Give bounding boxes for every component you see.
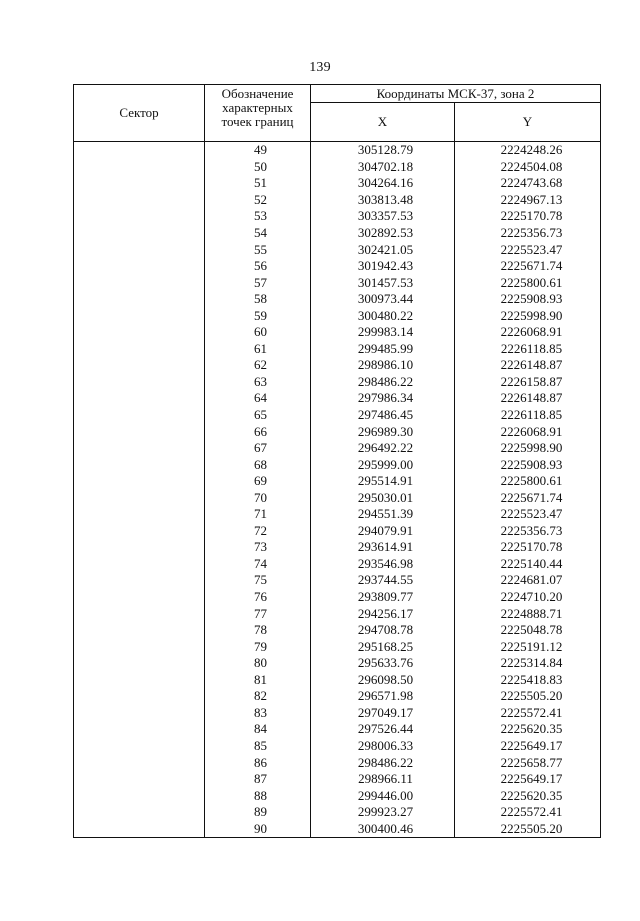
header-point-line3: точек границ xyxy=(221,114,294,129)
y-coordinate-cell: 2225649.17 xyxy=(455,738,601,755)
sector-cell xyxy=(74,572,205,589)
table-row xyxy=(74,192,601,209)
x-coordinate-cell: 298966.11 xyxy=(311,771,455,788)
point-cell: 67 xyxy=(205,440,311,457)
sector-cell xyxy=(74,225,205,242)
x-coordinate-cell: 295633.76 xyxy=(311,655,455,672)
x-coordinate-cell: 301457.53 xyxy=(311,274,455,291)
point-cell: 57 xyxy=(205,274,311,291)
table-row xyxy=(74,142,601,159)
table-row xyxy=(74,274,601,291)
point-cell: 54 xyxy=(205,225,311,242)
point-cell: 87 xyxy=(205,771,311,788)
point-cell: 61 xyxy=(205,341,311,358)
y-coordinate-cell: 2225140.44 xyxy=(455,556,601,573)
sector-cell xyxy=(74,324,205,341)
x-coordinate-cell: 294551.39 xyxy=(311,506,455,523)
sector-cell xyxy=(74,357,205,374)
y-coordinate-cell: 2224504.08 xyxy=(455,159,601,176)
table-row xyxy=(74,638,601,655)
sector-cell xyxy=(74,159,205,176)
x-coordinate-cell: 298486.22 xyxy=(311,754,455,771)
point-cell: 90 xyxy=(205,820,311,837)
table-row xyxy=(74,456,601,473)
y-coordinate-cell: 2225523.47 xyxy=(455,506,601,523)
x-coordinate-cell: 296492.22 xyxy=(311,440,455,457)
x-coordinate-cell: 302892.53 xyxy=(311,225,455,242)
sector-cell xyxy=(74,672,205,689)
x-coordinate-cell: 297986.34 xyxy=(311,390,455,407)
y-coordinate-cell: 2224710.20 xyxy=(455,589,601,606)
table-row xyxy=(74,473,601,490)
table-header xyxy=(74,85,601,142)
x-coordinate-cell: 293614.91 xyxy=(311,539,455,556)
table-row xyxy=(74,820,601,837)
sector-cell xyxy=(74,721,205,738)
y-coordinate-cell: 2225505.20 xyxy=(455,688,601,705)
header-coordinates: Координаты МСК-37, зона 2 xyxy=(311,85,601,103)
y-coordinate-cell: 2225908.93 xyxy=(455,456,601,473)
table-row xyxy=(74,655,601,672)
point-cell: 78 xyxy=(205,622,311,639)
y-coordinate-cell: 2225658.77 xyxy=(455,754,601,771)
sector-cell xyxy=(74,738,205,755)
point-cell: 82 xyxy=(205,688,311,705)
sector-cell xyxy=(74,374,205,391)
x-coordinate-cell: 304264.16 xyxy=(311,175,455,192)
x-coordinate-cell: 295030.01 xyxy=(311,489,455,506)
sector-cell xyxy=(74,175,205,192)
y-coordinate-cell: 2225800.61 xyxy=(455,473,601,490)
point-cell: 52 xyxy=(205,192,311,209)
x-coordinate-cell: 296571.98 xyxy=(311,688,455,705)
x-coordinate-cell: 293744.55 xyxy=(311,572,455,589)
point-cell: 65 xyxy=(205,407,311,424)
point-cell: 50 xyxy=(205,159,311,176)
table-row xyxy=(74,506,601,523)
point-cell: 68 xyxy=(205,456,311,473)
sector-cell xyxy=(74,142,205,159)
y-coordinate-cell: 2225620.35 xyxy=(455,721,601,738)
table-row xyxy=(74,787,601,804)
point-cell: 72 xyxy=(205,523,311,540)
y-coordinate-cell: 2225191.12 xyxy=(455,638,601,655)
point-cell: 62 xyxy=(205,357,311,374)
y-coordinate-cell: 2224743.68 xyxy=(455,175,601,192)
table-row xyxy=(74,307,601,324)
table-row xyxy=(74,754,601,771)
sector-cell xyxy=(74,241,205,258)
x-coordinate-cell: 299446.00 xyxy=(311,787,455,804)
y-coordinate-cell: 2226118.85 xyxy=(455,341,601,358)
sector-cell xyxy=(74,307,205,324)
table-row xyxy=(74,208,601,225)
y-coordinate-cell: 2224248.26 xyxy=(455,142,601,159)
table-row xyxy=(74,804,601,821)
point-cell: 76 xyxy=(205,589,311,606)
x-coordinate-cell: 293546.98 xyxy=(311,556,455,573)
table-row xyxy=(74,175,601,192)
table-row xyxy=(74,258,601,275)
table-row xyxy=(74,605,601,622)
x-coordinate-cell: 302421.05 xyxy=(311,241,455,258)
header-point-designation xyxy=(205,85,311,142)
x-coordinate-cell: 296989.30 xyxy=(311,423,455,440)
x-coordinate-cell: 293809.77 xyxy=(311,589,455,606)
x-coordinate-cell: 297486.45 xyxy=(311,407,455,424)
y-coordinate-cell: 2225908.93 xyxy=(455,291,601,308)
point-cell: 66 xyxy=(205,423,311,440)
sector-cell xyxy=(74,456,205,473)
x-coordinate-cell: 299983.14 xyxy=(311,324,455,341)
table-row xyxy=(74,423,601,440)
y-coordinate-cell: 2225048.78 xyxy=(455,622,601,639)
x-coordinate-cell: 296098.50 xyxy=(311,672,455,689)
point-cell: 56 xyxy=(205,258,311,275)
table-row xyxy=(74,489,601,506)
y-coordinate-cell: 2225356.73 xyxy=(455,523,601,540)
y-coordinate-cell: 2225356.73 xyxy=(455,225,601,242)
x-coordinate-cell: 298006.33 xyxy=(311,738,455,755)
x-coordinate-cell: 295999.00 xyxy=(311,456,455,473)
table-row xyxy=(74,407,601,424)
sector-cell xyxy=(74,605,205,622)
point-cell: 85 xyxy=(205,738,311,755)
x-coordinate-cell: 298986.10 xyxy=(311,357,455,374)
page-number: 139 xyxy=(309,60,331,75)
x-coordinate-cell: 298486.22 xyxy=(311,374,455,391)
table-row xyxy=(74,225,601,242)
x-coordinate-cell: 295514.91 xyxy=(311,473,455,490)
table-row xyxy=(74,291,601,308)
table-row xyxy=(74,374,601,391)
sector-cell xyxy=(74,258,205,275)
y-coordinate-cell: 2226158.87 xyxy=(455,374,601,391)
table-row xyxy=(74,241,601,258)
sector-cell xyxy=(74,423,205,440)
x-coordinate-cell: 300480.22 xyxy=(311,307,455,324)
point-cell: 49 xyxy=(205,142,311,159)
y-coordinate-cell: 2225523.47 xyxy=(455,241,601,258)
y-coordinate-cell: 2224967.13 xyxy=(455,192,601,209)
table-row xyxy=(74,705,601,722)
sector-cell xyxy=(74,655,205,672)
x-coordinate-cell: 300973.44 xyxy=(311,291,455,308)
y-coordinate-cell: 2224681.07 xyxy=(455,572,601,589)
y-coordinate-cell: 2226148.87 xyxy=(455,357,601,374)
x-coordinate-cell: 294708.78 xyxy=(311,622,455,639)
x-coordinate-cell: 304702.18 xyxy=(311,159,455,176)
coordinates-table xyxy=(73,84,601,838)
sector-cell xyxy=(74,638,205,655)
sector-cell xyxy=(74,539,205,556)
header-point-line1: Обозначение xyxy=(221,86,294,101)
y-coordinate-cell: 2225671.74 xyxy=(455,489,601,506)
point-cell: 74 xyxy=(205,556,311,573)
y-coordinate-cell: 2225998.90 xyxy=(455,307,601,324)
table-row xyxy=(74,341,601,358)
table-row xyxy=(74,357,601,374)
sector-cell xyxy=(74,787,205,804)
point-cell: 73 xyxy=(205,539,311,556)
x-coordinate-cell: 294079.91 xyxy=(311,523,455,540)
sector-cell xyxy=(74,754,205,771)
table-row xyxy=(74,672,601,689)
sector-cell xyxy=(74,390,205,407)
point-cell: 58 xyxy=(205,291,311,308)
table-row xyxy=(74,523,601,540)
header-y: Y xyxy=(455,103,601,142)
sector-cell xyxy=(74,622,205,639)
point-cell: 84 xyxy=(205,721,311,738)
x-coordinate-cell: 299485.99 xyxy=(311,341,455,358)
point-cell: 53 xyxy=(205,208,311,225)
sector-cell xyxy=(74,506,205,523)
point-cell: 89 xyxy=(205,804,311,821)
sector-cell xyxy=(74,589,205,606)
point-cell: 88 xyxy=(205,787,311,804)
y-coordinate-cell: 2225314.84 xyxy=(455,655,601,672)
table-row xyxy=(74,556,601,573)
y-coordinate-cell: 2225170.78 xyxy=(455,208,601,225)
header-x: X xyxy=(311,103,455,142)
point-cell: 79 xyxy=(205,638,311,655)
point-cell: 59 xyxy=(205,307,311,324)
header-sector: Сектор xyxy=(74,85,205,142)
table-row xyxy=(74,390,601,407)
point-cell: 63 xyxy=(205,374,311,391)
point-cell: 75 xyxy=(205,572,311,589)
table-row xyxy=(74,688,601,705)
sector-cell xyxy=(74,556,205,573)
y-coordinate-cell: 2224888.71 xyxy=(455,605,601,622)
table-row xyxy=(74,159,601,176)
sector-cell xyxy=(74,705,205,722)
x-coordinate-cell: 297049.17 xyxy=(311,705,455,722)
x-coordinate-cell: 305128.79 xyxy=(311,142,455,159)
sector-cell xyxy=(74,804,205,821)
y-coordinate-cell: 2225418.83 xyxy=(455,672,601,689)
y-coordinate-cell: 2226068.91 xyxy=(455,423,601,440)
sector-cell xyxy=(74,473,205,490)
point-cell: 70 xyxy=(205,489,311,506)
table-row xyxy=(74,721,601,738)
point-cell: 83 xyxy=(205,705,311,722)
y-coordinate-cell: 2225998.90 xyxy=(455,440,601,457)
x-coordinate-cell: 303813.48 xyxy=(311,192,455,209)
sector-cell xyxy=(74,407,205,424)
y-coordinate-cell: 2225572.41 xyxy=(455,705,601,722)
sector-cell xyxy=(74,771,205,788)
point-cell: 86 xyxy=(205,754,311,771)
table-row xyxy=(74,324,601,341)
point-cell: 69 xyxy=(205,473,311,490)
y-coordinate-cell: 2225170.78 xyxy=(455,539,601,556)
table-body xyxy=(74,142,601,838)
y-coordinate-cell: 2225671.74 xyxy=(455,258,601,275)
y-coordinate-cell: 2225505.20 xyxy=(455,820,601,837)
x-coordinate-cell: 294256.17 xyxy=(311,605,455,622)
point-cell: 81 xyxy=(205,672,311,689)
y-coordinate-cell: 2226118.85 xyxy=(455,407,601,424)
table-row xyxy=(74,771,601,788)
y-coordinate-cell: 2225800.61 xyxy=(455,274,601,291)
sector-cell xyxy=(74,523,205,540)
y-coordinate-cell: 2225572.41 xyxy=(455,804,601,821)
sector-cell xyxy=(74,291,205,308)
sector-cell xyxy=(74,440,205,457)
sector-cell xyxy=(74,688,205,705)
point-cell: 55 xyxy=(205,241,311,258)
table-row xyxy=(74,572,601,589)
point-cell: 80 xyxy=(205,655,311,672)
header-point-line2: характерных xyxy=(222,100,293,115)
x-coordinate-cell: 300400.46 xyxy=(311,820,455,837)
x-coordinate-cell: 295168.25 xyxy=(311,638,455,655)
x-coordinate-cell: 297526.44 xyxy=(311,721,455,738)
table-row xyxy=(74,622,601,639)
point-cell: 71 xyxy=(205,506,311,523)
sector-cell xyxy=(74,820,205,837)
y-coordinate-cell: 2226068.91 xyxy=(455,324,601,341)
y-coordinate-cell: 2225620.35 xyxy=(455,787,601,804)
x-coordinate-cell: 299923.27 xyxy=(311,804,455,821)
y-coordinate-cell: 2226148.87 xyxy=(455,390,601,407)
sector-cell xyxy=(74,489,205,506)
sector-cell xyxy=(74,274,205,291)
table-row xyxy=(74,539,601,556)
point-cell: 64 xyxy=(205,390,311,407)
table-row xyxy=(74,440,601,457)
table-row xyxy=(74,738,601,755)
sector-cell xyxy=(74,192,205,209)
table-row xyxy=(74,589,601,606)
point-cell: 60 xyxy=(205,324,311,341)
point-cell: 51 xyxy=(205,175,311,192)
sector-cell xyxy=(74,208,205,225)
point-cell: 77 xyxy=(205,605,311,622)
y-coordinate-cell: 2225649.17 xyxy=(455,771,601,788)
x-coordinate-cell: 301942.43 xyxy=(311,258,455,275)
x-coordinate-cell: 303357.53 xyxy=(311,208,455,225)
sector-cell xyxy=(74,341,205,358)
